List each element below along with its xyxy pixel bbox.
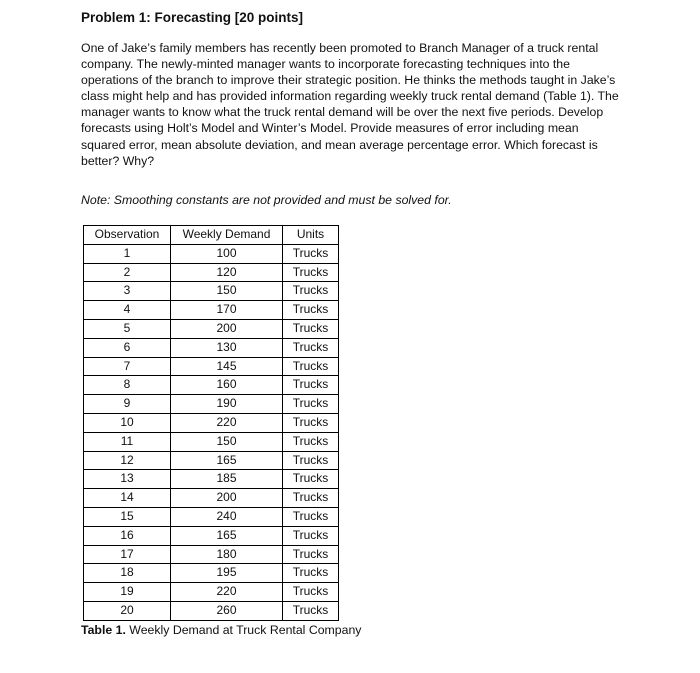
cell-observation: 14 xyxy=(84,489,171,508)
cell-weekly-demand: 130 xyxy=(171,338,283,357)
cell-weekly-demand: 145 xyxy=(171,357,283,376)
table-row xyxy=(84,545,339,564)
table-row xyxy=(84,432,339,451)
header-units: Units xyxy=(283,226,339,245)
cell-weekly-demand: 100 xyxy=(171,244,283,263)
cell-weekly-demand: 240 xyxy=(171,507,283,526)
cell-weekly-demand: 185 xyxy=(171,470,283,489)
cell-observation: 9 xyxy=(84,395,171,414)
cell-weekly-demand: 200 xyxy=(171,319,283,338)
cell-observation: 19 xyxy=(84,583,171,602)
cell-weekly-demand: 160 xyxy=(171,376,283,395)
cell-observation: 7 xyxy=(84,357,171,376)
cell-observation: 15 xyxy=(84,507,171,526)
table-row xyxy=(84,601,339,620)
table-caption-label: Table 1. xyxy=(81,623,126,637)
cell-units: Trucks xyxy=(283,413,339,432)
cell-weekly-demand: 220 xyxy=(171,583,283,602)
cell-units: Trucks xyxy=(283,470,339,489)
cell-units: Trucks xyxy=(283,489,339,508)
table-row xyxy=(84,244,339,263)
table-row xyxy=(84,470,339,489)
cell-units: Trucks xyxy=(283,432,339,451)
cell-units: Trucks xyxy=(283,583,339,602)
cell-observation: 1 xyxy=(84,244,171,263)
table-row xyxy=(84,319,339,338)
cell-weekly-demand: 165 xyxy=(171,451,283,470)
table-row xyxy=(84,451,339,470)
cell-observation: 4 xyxy=(84,301,171,320)
header-observation: Observation xyxy=(84,226,171,245)
cell-units: Trucks xyxy=(283,395,339,414)
cell-observation: 16 xyxy=(84,526,171,545)
cell-units: Trucks xyxy=(283,507,339,526)
cell-observation: 10 xyxy=(84,413,171,432)
cell-units: Trucks xyxy=(283,244,339,263)
weekly-demand-table xyxy=(83,225,339,621)
table-body xyxy=(84,244,339,620)
cell-units: Trucks xyxy=(283,357,339,376)
cell-observation: 11 xyxy=(84,432,171,451)
table-caption-text: Weekly Demand at Truck Rental Company xyxy=(125,623,362,637)
cell-units: Trucks xyxy=(283,564,339,583)
cell-weekly-demand: 170 xyxy=(171,301,283,320)
table-header-row xyxy=(84,226,339,245)
table-caption xyxy=(81,623,361,637)
table-row xyxy=(84,301,339,320)
cell-weekly-demand: 190 xyxy=(171,395,283,414)
cell-units: Trucks xyxy=(283,319,339,338)
table-row xyxy=(84,282,339,301)
table-row xyxy=(84,263,339,282)
cell-units: Trucks xyxy=(283,376,339,395)
cell-observation: 17 xyxy=(84,545,171,564)
cell-weekly-demand: 200 xyxy=(171,489,283,508)
cell-observation: 8 xyxy=(84,376,171,395)
problem-title: Problem 1: Forecasting [20 points] xyxy=(81,10,304,25)
table-row xyxy=(84,376,339,395)
cell-observation: 6 xyxy=(84,338,171,357)
cell-weekly-demand: 165 xyxy=(171,526,283,545)
cell-units: Trucks xyxy=(283,526,339,545)
cell-units: Trucks xyxy=(283,282,339,301)
table-row xyxy=(84,395,339,414)
smoothing-note: Note: Smoothing constants are not provided and must be solved for. xyxy=(81,193,452,207)
cell-weekly-demand: 150 xyxy=(171,282,283,301)
cell-observation: 5 xyxy=(84,319,171,338)
cell-observation: 13 xyxy=(84,470,171,489)
cell-units: Trucks xyxy=(283,263,339,282)
table-row xyxy=(84,564,339,583)
problem-description: One of Jake’s family members has recently been promoted to Branch Manager of a truck rental company. The newly-minted manager wants to incorporate forecasting techniques into the operations of the branch to improve their strategic position. He thinks the methods taught in Jake’s class might help and has provided information regarding weekly truck rental demand (Table 1). The manager wants to know what the truck rental demand will be over the next five periods. Develop forecasts using Holt’s Model and Winter’s Model. Provide measures of error including mean squared error, mean absolute deviation, and mean average percentage error. Which forecast is better? Why? xyxy=(81,41,619,168)
cell-observation: 20 xyxy=(84,601,171,620)
table-row xyxy=(84,357,339,376)
cell-observation: 2 xyxy=(84,263,171,282)
cell-units: Trucks xyxy=(283,601,339,620)
table-row xyxy=(84,507,339,526)
cell-observation: 18 xyxy=(84,564,171,583)
cell-weekly-demand: 150 xyxy=(171,432,283,451)
cell-observation: 12 xyxy=(84,451,171,470)
table-row xyxy=(84,583,339,602)
cell-units: Trucks xyxy=(283,338,339,357)
cell-weekly-demand: 220 xyxy=(171,413,283,432)
cell-units: Trucks xyxy=(283,451,339,470)
cell-weekly-demand: 195 xyxy=(171,564,283,583)
table-row xyxy=(84,526,339,545)
cell-observation: 3 xyxy=(84,282,171,301)
cell-weekly-demand: 260 xyxy=(171,601,283,620)
table-row xyxy=(84,338,339,357)
cell-weekly-demand: 180 xyxy=(171,545,283,564)
cell-units: Trucks xyxy=(283,301,339,320)
cell-units: Trucks xyxy=(283,545,339,564)
header-weekly-demand: Weekly Demand xyxy=(171,226,283,245)
table-row xyxy=(84,489,339,508)
cell-weekly-demand: 120 xyxy=(171,263,283,282)
table-row xyxy=(84,413,339,432)
